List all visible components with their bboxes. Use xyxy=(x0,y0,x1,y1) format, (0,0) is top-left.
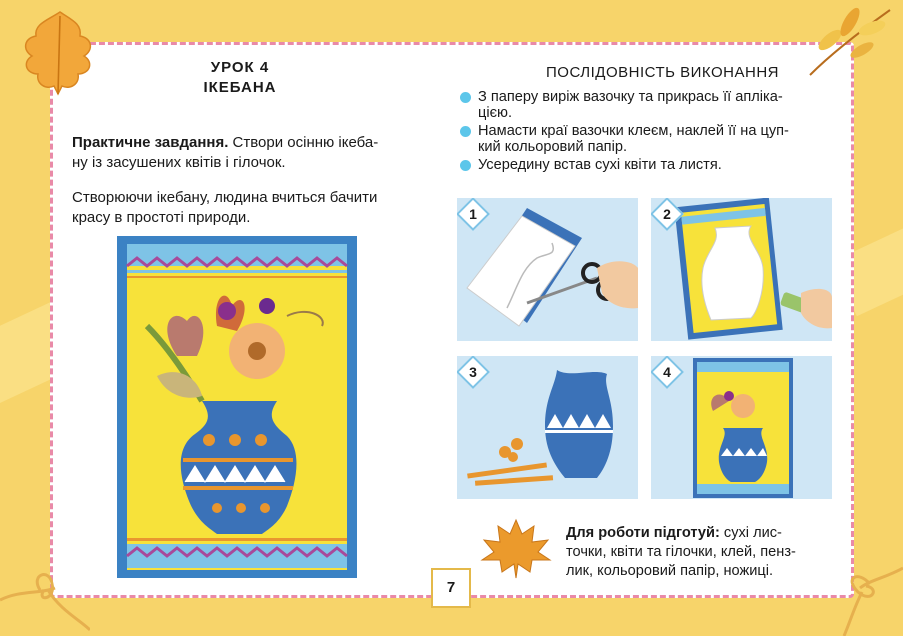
page-number: 7 xyxy=(431,568,471,608)
steps-list xyxy=(458,89,833,175)
step-panel-2 xyxy=(651,198,832,341)
list-item xyxy=(458,157,833,173)
lesson-heading xyxy=(150,58,330,98)
oak-leaf-icon xyxy=(20,4,100,99)
preparation-text-3: лик, кольоровий папір, ножиці. xyxy=(566,563,774,579)
preparation-label: Для роботи підготуй: xyxy=(566,525,720,541)
step-number-badge: 4 xyxy=(651,356,684,389)
note-text-1: Створюючи ікебану, людина вчиться бачити xyxy=(72,189,378,206)
task-label: Практичне завдання. xyxy=(72,134,229,151)
task-text-1: Створи осінню ікеба- xyxy=(228,134,379,151)
step-panel-1 xyxy=(457,198,638,341)
ikebana-example-image xyxy=(117,236,357,578)
preparation-paragraph xyxy=(566,524,831,581)
step-3-line-1: Усередину встав сухі квіти та листя. xyxy=(478,157,722,173)
step-2-line-1: Намасти краї вазочки клеєм, наклей її на цуп- xyxy=(478,123,789,139)
step-1-line-1: З паперу виріж вазочку та прикрась її апліка- xyxy=(478,89,783,105)
list-item xyxy=(458,123,833,155)
lesson-name: ІКЕБАНА xyxy=(203,79,277,96)
step-panel-4 xyxy=(651,356,832,499)
preparation-text-2: точки, квіти та гілочки, клей, пенз- xyxy=(566,544,796,560)
step-panel-3 xyxy=(457,356,638,499)
sequence-title: ПОСЛІДОВНІСТЬ ВИКОНАННЯ xyxy=(546,64,779,81)
task-text-2: ну із засушених квітів і гілочок. xyxy=(72,153,286,171)
preparation-text-1: сухі лис- xyxy=(719,525,782,541)
note-text-2: красу в простоті природи. xyxy=(72,208,251,226)
note-paragraph xyxy=(72,188,417,227)
task-paragraph xyxy=(72,133,417,172)
step-number-badge: 1 xyxy=(457,198,490,231)
string-knot-icon xyxy=(0,560,90,636)
string-knot-icon xyxy=(840,548,903,636)
step-1-line-2: цією. xyxy=(478,105,513,121)
step-number-badge: 3 xyxy=(457,356,490,389)
step-number-badge: 2 xyxy=(651,198,684,231)
step-2-line-2: кий кольоровий папір. xyxy=(478,139,628,155)
lesson-number: УРОК 4 xyxy=(210,59,270,76)
maple-leaf-icon xyxy=(480,518,552,580)
list-item xyxy=(458,89,833,121)
